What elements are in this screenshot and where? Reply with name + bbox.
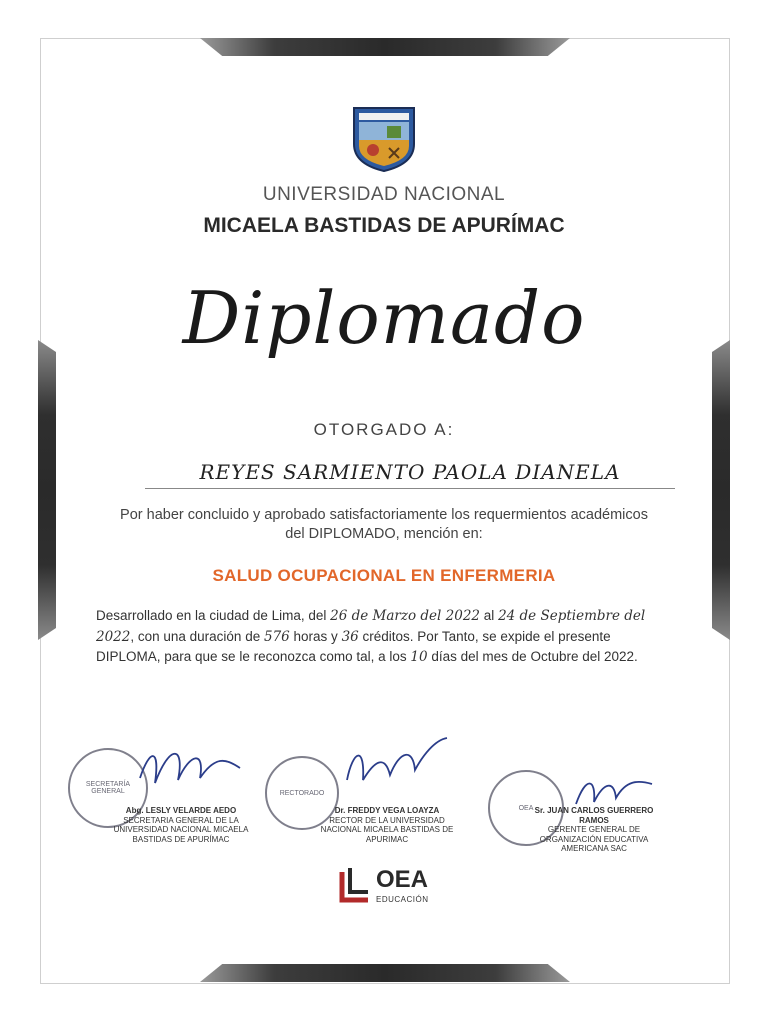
- oea-logo-text: OEA: [376, 866, 429, 893]
- details-text-5: créditos. Por Tanto, se expide el presente DIPLOMA, para que se le reconozca como tal, a los: [96, 628, 611, 664]
- details-text-4: horas y: [293, 628, 338, 644]
- diploma-title: Diplomado: [182, 276, 586, 360]
- details-paragraph: [96, 606, 666, 668]
- rector-name: Dr. FREDDY VEGA LOAYZA: [334, 806, 440, 815]
- intro-text: Por haber concluido y aprobado satisfactoriamente los requermientos académicos del DIPLOMADO, mención en:: [120, 507, 648, 542]
- details-text-6: días del mes de: [431, 649, 527, 664]
- decorative-band-top: [200, 38, 570, 56]
- manager-role: GERENTE GENERAL DE ORGANIZACIÓN EDUCATIVA AMERICANA SAC: [539, 825, 649, 853]
- decorative-band-right: [712, 340, 730, 640]
- program-mention: SALUD OCUPACIONAL EN ENFERMERIA: [212, 566, 556, 585]
- oea-logo-subtitle: EDUCACIÓN: [376, 895, 429, 904]
- credits-value: 36: [341, 628, 359, 645]
- end-date: 24 de Septiembre del 2022: [96, 608, 646, 645]
- secretary-name: Abg. LESLY VELARDE AEDO: [125, 806, 237, 815]
- hours-value: 576: [263, 628, 290, 645]
- decorative-band-left: [38, 340, 56, 640]
- oea-stamp-text: OEA: [518, 804, 534, 812]
- secretary-role: SECRETARIA GENERAL DE LA UNIVERSIDAD NACIONAL MICAELA BASTIDAS DE APURÍMAC: [113, 815, 249, 844]
- recipient-name: REYES SARMIENTO PAOLA DIANELA: [199, 460, 621, 484]
- recipient-underline: [145, 488, 675, 489]
- manager-name: Sr. JUAN CARLOS GUERRERO RAMOS: [534, 806, 654, 825]
- details-text-2: al: [483, 608, 495, 623]
- rector-stamp-text: RECTORADO: [279, 789, 325, 797]
- issue-month: Octubre del 2022.: [530, 649, 638, 664]
- secretary-signature: [130, 738, 250, 798]
- signature-block-rector: [312, 806, 462, 844]
- details-text-1: Desarrollado en la ciudad de Lima, del: [96, 608, 327, 623]
- rector-role: RECTOR DE LA UNIVERSIDAD NACIONAL MICAELA BASTIDAS DE APURIMAC: [320, 815, 454, 844]
- university-name-line2: MICAELA BASTIDAS DE APURÍMAC: [203, 214, 565, 237]
- secretary-stamp-text: SECRETARÍA GENERAL: [85, 781, 131, 795]
- start-date: 26 de Marzo del 2022: [330, 608, 481, 624]
- rector-signature: [335, 730, 455, 800]
- signature-block-secretary: [96, 806, 266, 844]
- signature-block-manager: [530, 806, 658, 854]
- university-crest-icon: [349, 104, 419, 174]
- university-name-line1: UNIVERSIDAD NACIONAL: [262, 184, 506, 205]
- details-text-3: , con una duración de: [130, 628, 261, 644]
- granted-label: OTORGADO A:: [313, 420, 455, 439]
- decorative-band-bottom: [200, 964, 570, 982]
- issue-day: 10: [410, 649, 428, 665]
